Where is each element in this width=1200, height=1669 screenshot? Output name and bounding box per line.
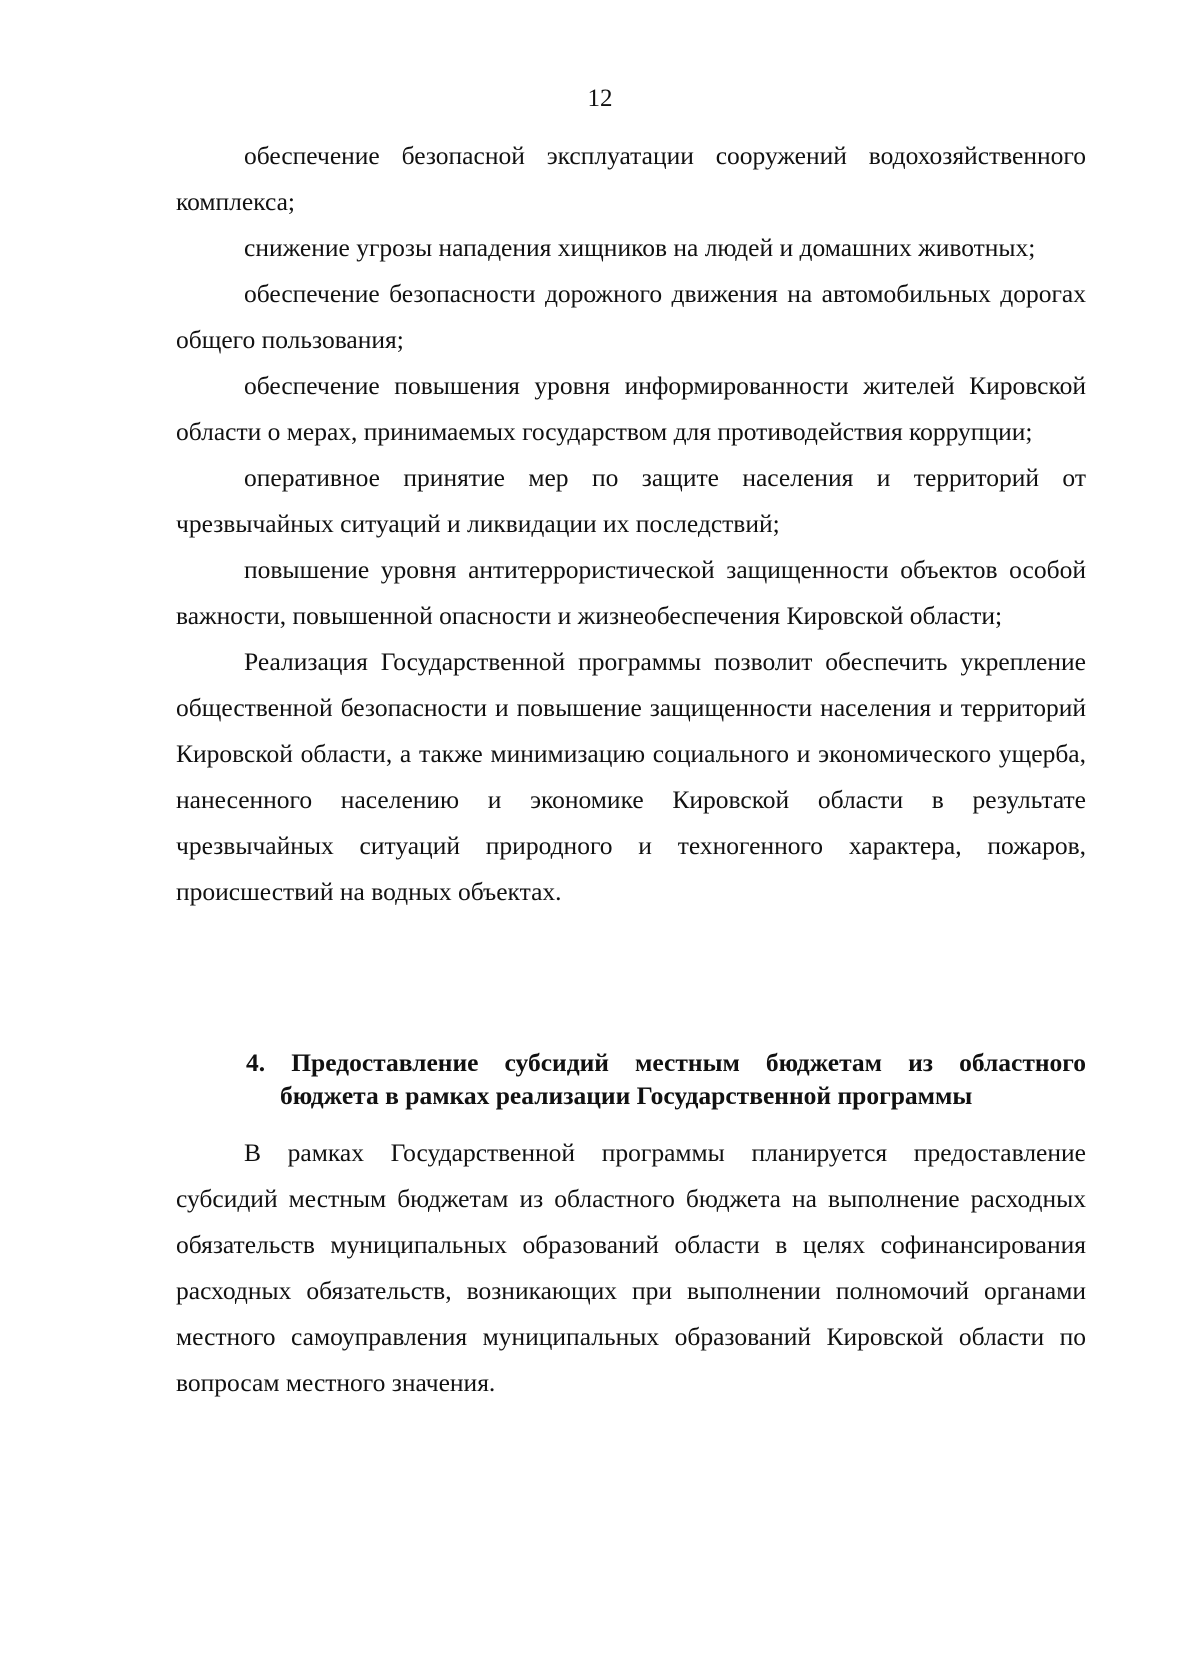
section-title-line1: Предоставление субсидий местным бюджетам из областного xyxy=(291,1048,1086,1077)
paragraph: оперативное принятие мер по защите населения и территорий от чрезвычайных ситуаций и ликвидации их последствий; xyxy=(176,463,1086,538)
section-number: 4. xyxy=(246,1048,266,1077)
paragraph: обеспечение безопасности дорожного движения на автомобильных дорогах общего пользования; xyxy=(176,279,1086,354)
body-text-bottom xyxy=(176,1130,1086,1406)
section-heading xyxy=(246,1046,1086,1112)
paragraph: В рамках Государственной программы планируется предоставление субсидий местным бюджетам из областного бюджета на выполнение расходных обязательств муниципальных образований области в целях софинансирования расходных обязательств, возникающих при выполнении полномочий органами местного самоуправления муниципальных образований Кировской области по вопросам местного значения. xyxy=(176,1138,1086,1397)
paragraph: обеспечение повышения уровня информированности жителей Кировской области о мерах, принимаемых государством для противодействия коррупции; xyxy=(176,371,1086,446)
section-heading-line1 xyxy=(246,1046,1086,1079)
body-text-top xyxy=(176,133,1086,915)
page-number: 12 xyxy=(587,85,613,112)
section-title-line2: бюджета в рамках реализации Государственной программы xyxy=(280,1081,973,1110)
paragraph: обеспечение безопасной эксплуатации сооружений водохозяйственного комплекса; xyxy=(176,141,1086,216)
paragraph: повышение уровня антитеррористической защищенности объектов особой важности, повышенной опасности и жизнеобеспечения Кировской области; xyxy=(176,555,1086,630)
paragraph: снижение угрозы нападения хищников на людей и домашних животных; xyxy=(244,233,1036,262)
paragraph: Реализация Государственной программы позволит обеспечить укрепление общественной безопасности и повышение защищенности населения и территорий Кировской области, а также минимизацию социального и экономического ущерба, нанесенного населению и экономике Кировской области в результате чрезвычайных ситуаций природного и техногенного характера, пожаров, происшествий на водных объектах. xyxy=(176,647,1086,906)
